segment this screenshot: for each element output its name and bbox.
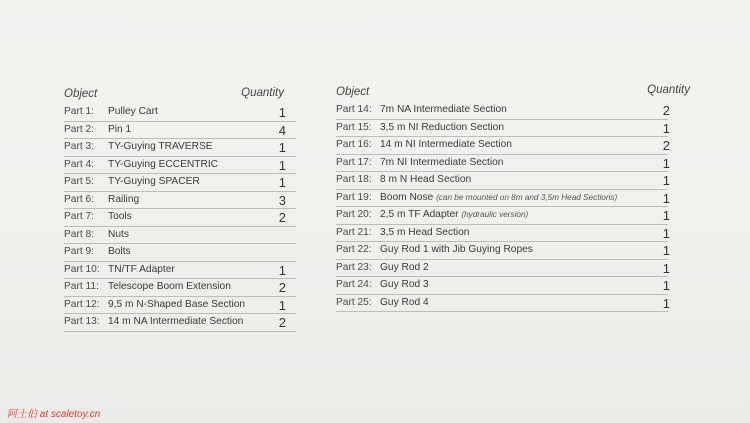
table-header <box>64 86 296 104</box>
part-note: (hydraulic version) <box>461 210 529 219</box>
part-name-text: Guy Rod 3 <box>380 279 429 290</box>
part-number: Part 21: <box>336 226 372 238</box>
part-name-text: Boom Nose <box>380 191 434 203</box>
part-quantity: 1 <box>278 157 286 173</box>
part-name-text: 8 m N Head Section <box>380 174 472 185</box>
table-row <box>336 172 668 190</box>
part-name-text: Pin 1 <box>108 123 132 135</box>
table-row <box>336 207 668 225</box>
part-number: Part 3: <box>64 141 95 152</box>
part-name-text: 3,5 m Head Section <box>380 226 470 238</box>
part-quantity: 1 <box>278 105 286 120</box>
table-row <box>64 244 296 262</box>
part-name <box>108 139 213 155</box>
parts-table-right <box>336 84 690 312</box>
part-quantity: 1 <box>278 297 286 313</box>
table-row <box>64 209 296 227</box>
part-name-text: 7m NI Intermediate Section <box>380 156 504 168</box>
part-quantity: 1 <box>662 243 670 258</box>
part-name <box>380 260 429 276</box>
part-name <box>380 155 503 171</box>
part-name <box>108 279 231 295</box>
part-quantity: 2 <box>278 315 286 330</box>
part-number: Part 4: <box>64 158 95 170</box>
table-body <box>336 102 668 312</box>
part-number: Part 5: <box>64 176 95 187</box>
part-name <box>108 209 132 225</box>
part-number: Part 8: <box>64 228 95 240</box>
table-row <box>336 277 668 295</box>
table-row <box>64 227 296 245</box>
part-name <box>380 137 512 153</box>
part-number: Part 13: <box>64 316 100 327</box>
part-name-text: 2,5 m TF Adapter <box>380 209 459 220</box>
table-row <box>64 139 296 157</box>
part-number: Part 23: <box>336 261 372 273</box>
part-number: Part 18: <box>336 174 372 185</box>
part-name-text: Guy Rod 1 with Jib Guying Ropes <box>380 244 533 255</box>
table-row <box>336 295 668 313</box>
part-number: Part 24: <box>336 279 372 290</box>
table-header <box>336 84 690 102</box>
part-number: Part 20: <box>336 209 372 220</box>
part-name-text: Telescope Boom Extension <box>108 281 231 292</box>
table-row <box>64 157 296 175</box>
part-number: Part 7: <box>64 211 95 222</box>
part-name <box>380 120 504 136</box>
part-name-text: Tools <box>108 211 132 222</box>
part-number: Part 2: <box>64 123 95 135</box>
part-name-text: Guy Rod 4 <box>380 296 429 308</box>
part-quantity: 2 <box>278 280 286 295</box>
part-quantity: 1 <box>662 295 670 311</box>
part-quantity: 1 <box>662 190 670 206</box>
part-quantity: 1 <box>662 155 670 171</box>
part-quantity: 1 <box>662 208 670 223</box>
table-row <box>336 137 668 155</box>
part-quantity: 3 <box>278 192 286 208</box>
part-quantity: 1 <box>278 175 286 190</box>
part-number: Part 1: <box>64 106 95 117</box>
part-name-text: TY-Guying ECCENTRIC <box>108 158 219 170</box>
table-row <box>64 262 296 280</box>
part-quantity: 1 <box>278 140 286 155</box>
part-quantity: 4 <box>278 122 286 138</box>
part-number: Part 11: <box>64 281 99 292</box>
part-name-text: Guy Rod 2 <box>380 261 429 273</box>
part-name <box>108 314 243 330</box>
table-row <box>64 297 296 315</box>
part-name <box>380 172 471 188</box>
table-body <box>64 104 296 332</box>
part-name-text: TY-Guying SPACER <box>108 176 200 187</box>
part-quantity: 1 <box>662 120 670 136</box>
part-number: Part 15: <box>336 121 372 133</box>
part-name-text: TN/TF Adapter <box>108 263 175 275</box>
quantity-column-header: Quantity <box>241 87 284 99</box>
part-name-text: 9,5 m N-Shaped Base Section <box>108 298 246 310</box>
part-name-text: TY-Guying TRAVERSE <box>108 141 213 152</box>
part-quantity: 2 <box>662 138 670 153</box>
table-row <box>64 104 296 122</box>
part-number: Part 25: <box>336 296 372 308</box>
part-number: Part 17: <box>336 156 372 168</box>
part-name-text: 14 m NA Intermediate Section <box>108 316 244 327</box>
object-column-header: Object <box>64 88 98 100</box>
part-name <box>108 227 129 243</box>
part-name <box>380 225 469 241</box>
part-quantity: 1 <box>662 260 670 276</box>
part-name <box>380 277 429 293</box>
part-number: Part 9: <box>64 246 95 257</box>
part-number: Part 19: <box>336 191 372 203</box>
part-name <box>380 190 617 206</box>
part-quantity: 1 <box>662 173 670 188</box>
part-quantity: 1 <box>278 262 286 278</box>
table-row <box>64 174 296 192</box>
part-name <box>380 207 528 223</box>
part-name <box>108 122 131 138</box>
part-name-text: Railing <box>108 193 140 205</box>
part-name-text: 7m NA Intermediate Section <box>380 104 507 115</box>
part-number: Part 6: <box>64 193 95 205</box>
quantity-column-header: Quantity <box>647 84 690 96</box>
table-row <box>336 225 668 243</box>
part-number: Part 10: <box>64 263 100 275</box>
table-row <box>64 279 296 297</box>
table-row <box>64 314 296 332</box>
part-quantity: 2 <box>662 103 670 118</box>
table-row <box>336 260 668 278</box>
part-name <box>380 102 507 118</box>
table-row <box>336 190 668 208</box>
table-row <box>336 242 668 260</box>
object-column-header: Object <box>336 86 370 98</box>
part-name <box>380 242 533 258</box>
watermark-text: 阿土伯 at scaletoy.cn <box>7 409 101 420</box>
part-name-text: Pulley Cart <box>108 106 158 117</box>
part-quantity: 1 <box>662 225 670 241</box>
part-number: Part 22: <box>336 244 372 255</box>
part-name-text: Bolts <box>108 246 131 257</box>
part-name-text: 14 m NI Intermediate Section <box>380 139 512 150</box>
table-row <box>336 120 668 138</box>
part-quantity: 2 <box>278 210 286 225</box>
part-name-text: 3,5 m NI Reduction Section <box>380 121 505 133</box>
part-name <box>108 104 158 120</box>
part-number: Part 16: <box>336 139 372 150</box>
table-row <box>336 155 668 173</box>
part-name <box>108 262 175 278</box>
part-name <box>108 174 200 190</box>
part-name <box>108 192 139 208</box>
table-row <box>64 192 296 210</box>
part-name <box>108 297 245 313</box>
part-number: Part 14: <box>336 104 372 115</box>
part-note: (can be mounted on 8m and 3,5m Head Sections) <box>436 192 618 202</box>
table-row <box>336 102 668 120</box>
part-name-text: Nuts <box>108 228 129 240</box>
part-quantity: 1 <box>662 278 670 293</box>
table-row <box>64 122 296 140</box>
part-name <box>108 157 218 173</box>
part-name <box>380 295 429 311</box>
parts-table-left <box>64 86 296 332</box>
part-number: Part 12: <box>64 298 100 310</box>
part-name <box>108 244 131 260</box>
